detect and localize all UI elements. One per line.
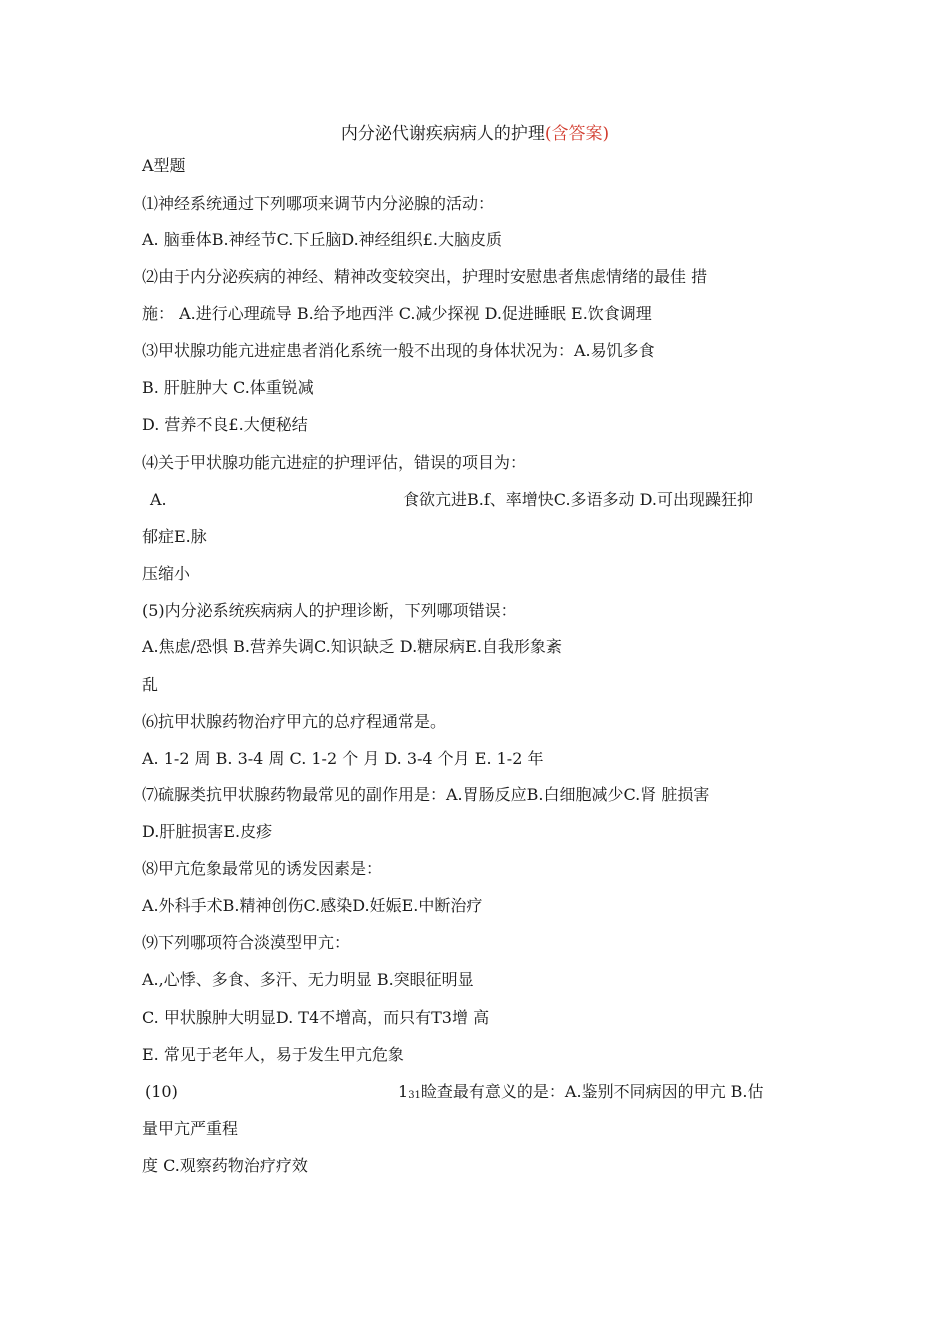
question-5: (5)内分泌系统疾病病人的护理诊断，下列哪项错误： — [142, 601, 517, 620]
question-8-options: A.外科手术B.精神创伤C.感染D.妊娠E.中断治疗 — [142, 896, 483, 915]
question-10-number: (10) — [145, 1082, 178, 1101]
document-title — [0, 122, 950, 146]
question-9-option-c: C. 甲状腺肿大明显D. T4不增高，而只有T3增 高 — [142, 1008, 490, 1027]
question-4-options: 食欲亢进B.f、率增快C.多语多动 D.可出现躁狂抑 — [403, 490, 753, 509]
title-answer-note: (含答案) — [544, 124, 610, 144]
question-7: ⑺硫脲类抗甲状腺药物最常见的副作用是：A.胃肠反应B.白细胞减少C.肾 脏损害 — [142, 785, 710, 804]
question-1: ⑴神经系统通过下列哪项来调节内分泌腺的活动： — [142, 194, 495, 213]
question-10-continued-2: 度 C.观察药物治疗疗效 — [142, 1156, 308, 1175]
title-main: 内分泌代谢疾病病人的护理 — [340, 124, 545, 144]
question-4-continued-2: 压缩小 — [142, 564, 191, 583]
question-4: ⑷关于甲状腺功能亢进症的护理评估，错误的项目为： — [142, 453, 527, 472]
question-10-isotope-number: 31 — [408, 1090, 421, 1101]
question-6-options: A. 1-2 周 B. 3-4 周 C. 1-2 个 月 D. 3-4 个月 E. 1-2 年 — [142, 749, 544, 768]
question-1-options: A. 脑垂体B.神经节C.下丘脑D.神经组织£.大脑皮质 — [142, 230, 502, 249]
question-5-continued: 乱 — [142, 675, 159, 694]
question-10-isotope: 1 — [398, 1082, 409, 1101]
question-4-option-a: A. — [150, 490, 167, 509]
question-4-continued: 郁症E.脉 — [142, 527, 207, 546]
question-3-option-b: B. 肝脏肿大 C.体重锐减 — [142, 378, 314, 397]
question-10-continued: 量甲亢严重程 — [142, 1119, 239, 1138]
question-9-option-a: A.,心悸、多食、多汗、无力明显 B.突眼征明显 — [142, 970, 474, 989]
question-5-options: A.焦虑/恐惧 B.营养失调C.知识缺乏 D.糖尿病E.自我形象紊 — [142, 637, 562, 656]
question-6: ⑹抗甲状腺药物治疗甲亢的总疗程通常是。 — [142, 712, 447, 731]
question-9: ⑼下列哪项符合淡漠型甲亢： — [142, 933, 351, 952]
question-7-continued: D.肝脏损害E.皮疹 — [142, 822, 273, 841]
question-8: ⑻甲亢危象最常见的诱发因素是： — [142, 859, 383, 878]
question-10 — [398, 1080, 764, 1108]
question-2-options: 施： A.进行心理疏导 B.给予地西泮 C.减少探视 D.促进睡眠 E.饮食调理 — [142, 304, 652, 323]
question-2: ⑵由于内分泌疾病的神经、精神改变较突出，护理时安慰患者焦虑情绪的最佳 措 — [142, 267, 708, 286]
question-3-option-d: D. 营养不良£.大便秘结 — [142, 415, 308, 434]
question-10-text: 睑查最有意义的是：A.鉴别不同病因的甲亢 B.估 — [420, 1082, 764, 1101]
section-heading: A型题 — [142, 156, 186, 175]
question-9-option-e: E. 常见于老年人，易于发生甲亢危象 — [142, 1045, 404, 1064]
question-3: ⑶甲状腺功能亢进症患者消化系统一般不出现的身体状况为：A.易饥多食 — [142, 341, 655, 360]
